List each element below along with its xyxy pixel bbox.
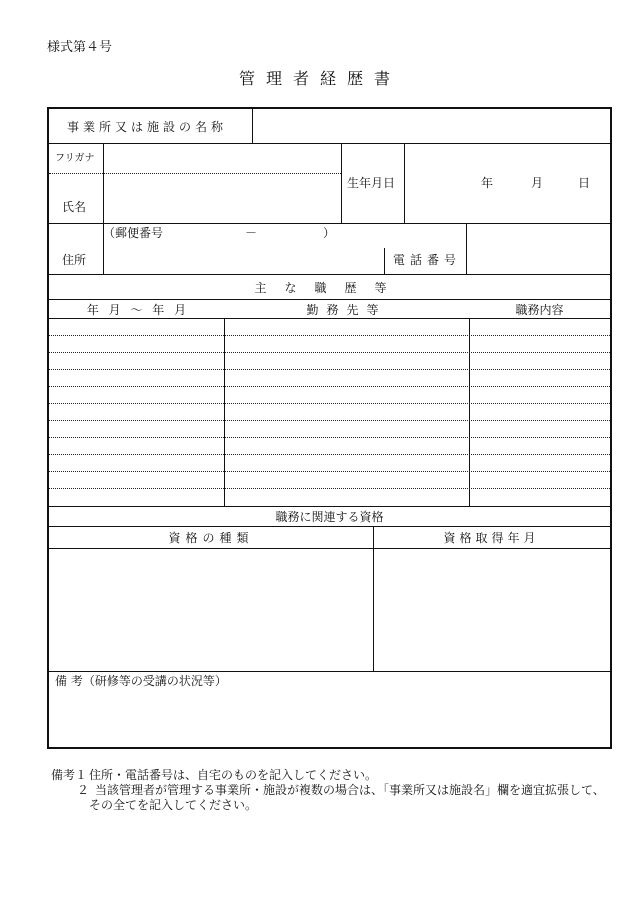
furigana-label: フリガナ [55, 153, 95, 164]
footnote-text: 住所・電話番号は、自宅のものを記入してください。 [89, 768, 378, 782]
address-field[interactable] [105, 239, 382, 272]
qualification-acquired-field[interactable] [374, 549, 610, 670]
career-period-header: 年 月 ～ 年 月 [86, 303, 187, 317]
birthdate-month-unit: 月 [531, 176, 544, 190]
facility-name-field[interactable] [254, 111, 608, 141]
address-label: 住所 [62, 253, 87, 267]
document-title: 管理者経歴書 [238, 69, 401, 88]
facility-name-label: 事業所又は施設の名称 [67, 120, 228, 134]
postal-code-dash: － [245, 226, 258, 240]
resume-form [47, 107, 612, 749]
birthdate-year-unit: 年 [481, 176, 494, 190]
postal-code-label: （郵便番号 [103, 226, 164, 240]
birthdate-label: 生年月日 [347, 176, 396, 190]
birthdate-day-unit: 日 [578, 176, 591, 190]
qualification-acquired-header: 資格取得年月 [443, 531, 540, 545]
career-history-table[interactable] [49, 319, 610, 506]
footnote-heading: 備考１ [51, 768, 88, 782]
footnote-text: その全てを記入してください。 [89, 798, 258, 812]
footnote-number: ２ [77, 783, 90, 797]
career-section-heading: 主な職歴等 [254, 281, 405, 295]
name-field[interactable] [105, 175, 339, 221]
qualification-section-heading: 職務に関連する資格 [275, 510, 384, 524]
qualification-type-header: 資格の種類 [168, 531, 254, 545]
form-number: 様式第４号 [47, 40, 113, 55]
remarks-label: 備 考（研修等の受講の状況等） [55, 674, 227, 688]
phone-label: 電話番号 [393, 253, 462, 267]
qualification-type-field[interactable] [49, 549, 372, 670]
footnote-2-continued [51, 798, 605, 813]
name-label: 氏名 [62, 200, 87, 214]
footnote-2 [51, 783, 605, 798]
postal-code-close: ） [323, 226, 336, 240]
footnote-1 [51, 768, 605, 783]
footnotes [51, 768, 605, 813]
remarks-field[interactable] [49, 689, 610, 747]
career-workplace-header: 勤務先等 [306, 303, 387, 317]
furigana-field[interactable] [105, 145, 339, 171]
career-duties-header: 職務内容 [515, 303, 564, 317]
footnote-text: 当該管理者が管理する事業所・施設が複数の場合は、「事業所又は施設名」欄を適宜拡張して、 [95, 783, 605, 797]
phone-field[interactable] [468, 225, 608, 272]
